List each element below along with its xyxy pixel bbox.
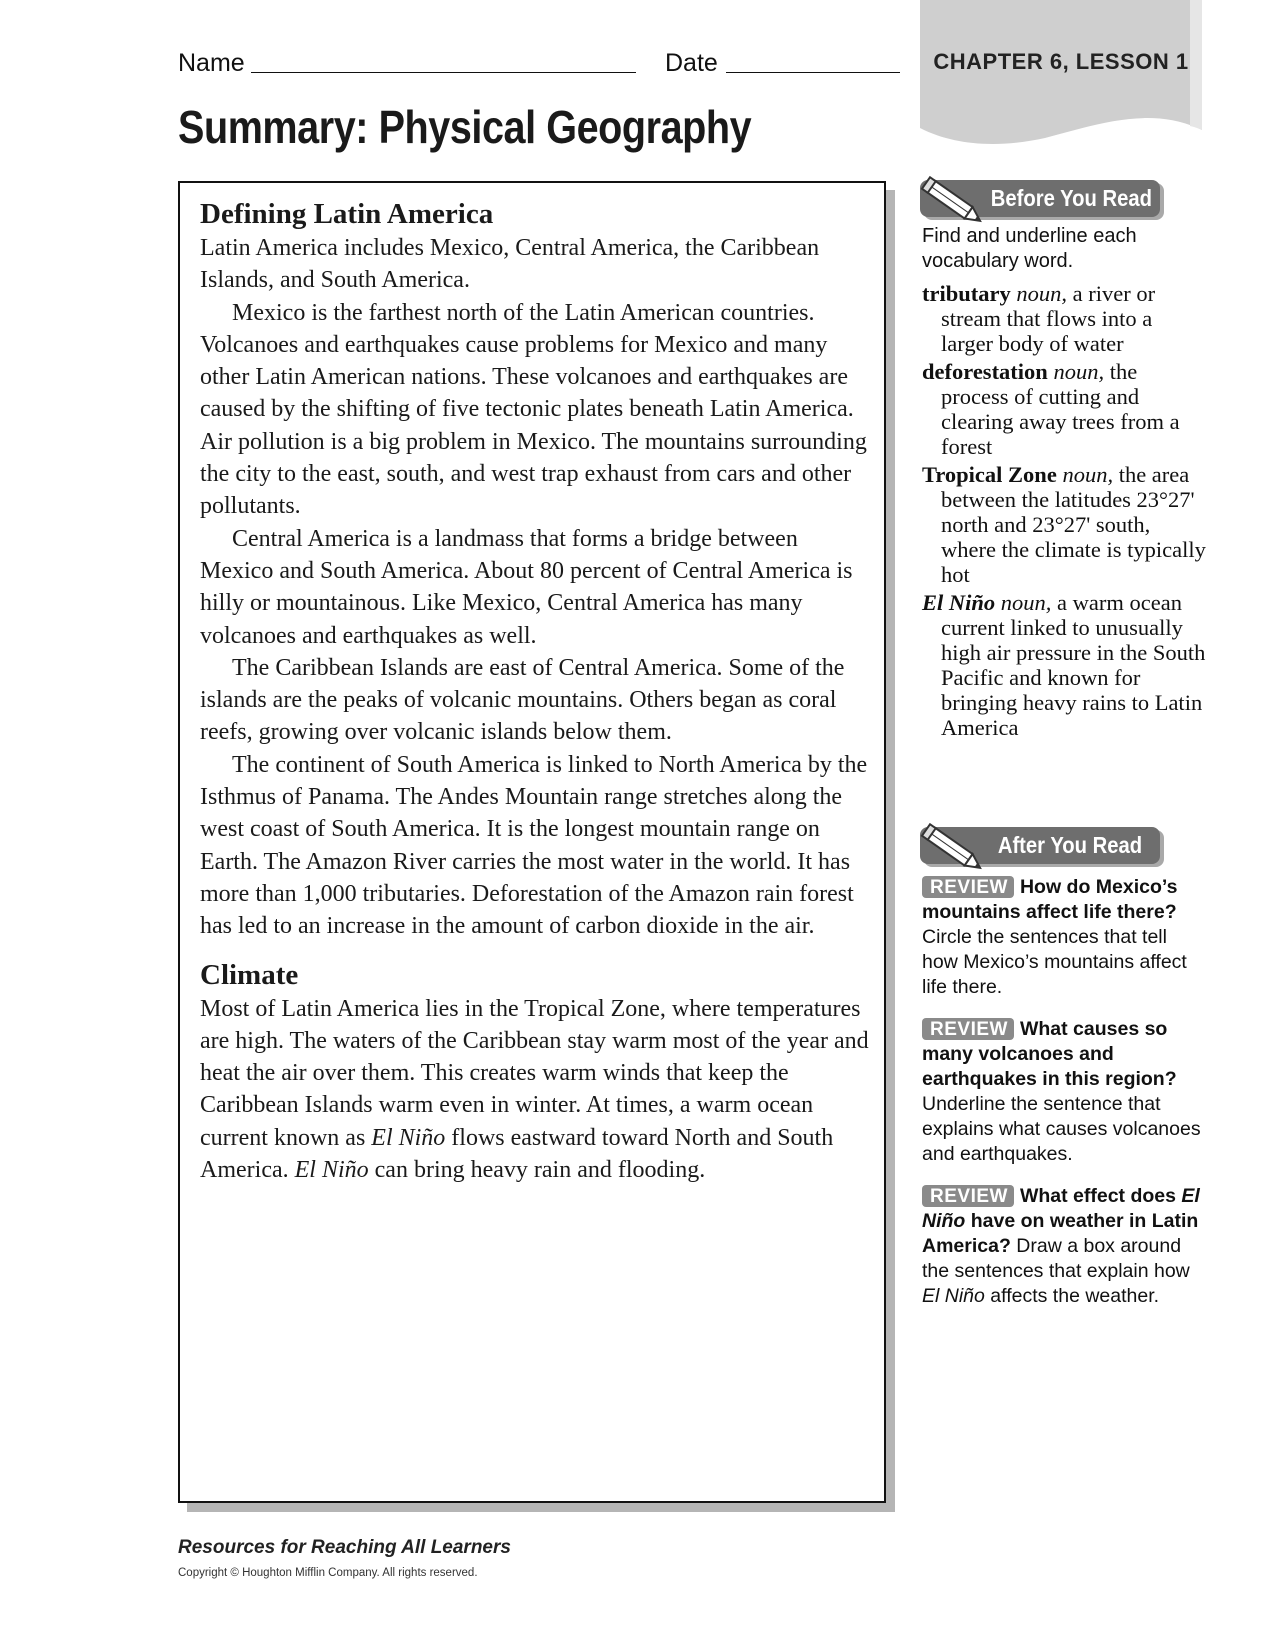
date-label: Date [665,49,718,77]
date-line[interactable] [726,72,900,73]
footer-copyright: Copyright © Houghton Mifflin Company. All rights reserved. [178,1567,478,1579]
review-instruction: Circle the sentences that tell how Mexico’s mountains affect life there. [922,926,1187,998]
paragraph-mexico: Mexico is the farthest north of the Latin American countries. Volcanoes and earthquakes cause problems for Mexico and many other Latin American nations. These volcanoes and earthquakes are caused by the shifting of five tectonic plates beneath Latin America. Air pollution is a big problem in Mexico. The mountains surrounding the city to the east, south, and west trap exhaust from cars and other pollutants. [200,299,867,520]
paragraph-south-america: The continent of South America is linked to North America by the Isthmus of Panama. The Andes Mountain range stretches along the west coast of South America. It is the longest mountain range on Earth. The Amazon River carries the most water in the world. It has more than 1,000 tributaries. Deforestation of the Amazon rain forest has led to an increase in the amount of carbon dioxide in the air. [200,751,868,940]
vocab-entry: El Niño noun, a warm ocean current linked to unusually high air pressure in the South Pacific and known for bringing heavy rains to Latin America [922,590,1206,740]
after-you-read-banner [920,820,1170,876]
after-you-read-label: After You Read [997,832,1143,858]
chapter-lesson-label: CHAPTER 6, LESSON 1 [933,49,1189,74]
vocab-entry: deforestation noun, the process of cutting and clearing away trees from a forest [922,359,1180,459]
pencil-icon [920,820,990,876]
review-item [922,1184,1207,1309]
review-question: What causes so many volcanoes and earthquakes in this region? [922,1018,1177,1090]
review-item [922,875,1207,1000]
chapter-tab [920,0,1202,150]
vocab-entry: Tropical Zone noun, the area between the latitudes 23°27' north and 23°27' south, where the climate is typically hot [922,462,1206,587]
section-heading-defining: Defining Latin America [200,198,494,230]
paragraph-climate: Most of Latin America lies in the Tropical Zone, where temperatures are high. The waters of the Caribbean stay warm most of the year and heat the air over them. This creates warm winds that keep the Caribbean Islands warm even in winter. At times, a warm ocean current known as El Niño flows eastward toward North and South America. El Niño can bring heavy rain and flooding. [200,995,869,1184]
page-title: Summary: Physical Geography [178,101,752,153]
review-instruction: Draw a box around the sentences that explain how El Niño affects the weather. [922,1235,1190,1307]
paragraph-central-america: Central America is a landmass that forms a bridge between Mexico and South America. About 80 percent of Central America is hilly or mountainous. Like Mexico, Central America has many volcanoes and earthquakes as well. [200,525,853,649]
before-instructions: Find and underline each vocabulary word. [922,225,1137,272]
review-list [922,875,1207,1326]
before-you-read-label: Before You Read [990,185,1153,211]
name-line[interactable] [251,72,636,73]
review-item [922,1017,1207,1167]
pencil-icon [920,173,990,229]
name-label: Name [178,49,245,77]
section-heading-climate: Climate [200,958,299,991]
paragraph-caribbean: The Caribbean Islands are east of Central America. Some of the islands are the peaks of volcanic mountains. Others began as coral reefs, growing over volcanic islands below them. [200,654,845,746]
vocab-entry: tributary noun, a river or stream that flows into a larger body of water [922,281,1156,356]
review-question: What effect does El Niño have on weather in Latin America? [922,1185,1200,1257]
review-badge: REVIEW [922,1018,1014,1040]
review-badge: REVIEW [922,1185,1014,1207]
review-question: How do Mexico’s mountains affect life there? [922,876,1178,923]
review-instruction: Underline the sentence that explains what causes volcanoes and earthquakes. [922,1093,1201,1165]
footer-resources: Resources for Reaching All Learners [178,1537,511,1558]
review-badge: REVIEW [922,876,1014,898]
paragraph-intro: Latin America includes Mexico, Central America, the Caribbean Islands, and South America. [200,235,820,294]
summary-content [200,196,872,1186]
before-you-read-banner [920,173,1170,229]
vocab-list [922,281,1207,743]
